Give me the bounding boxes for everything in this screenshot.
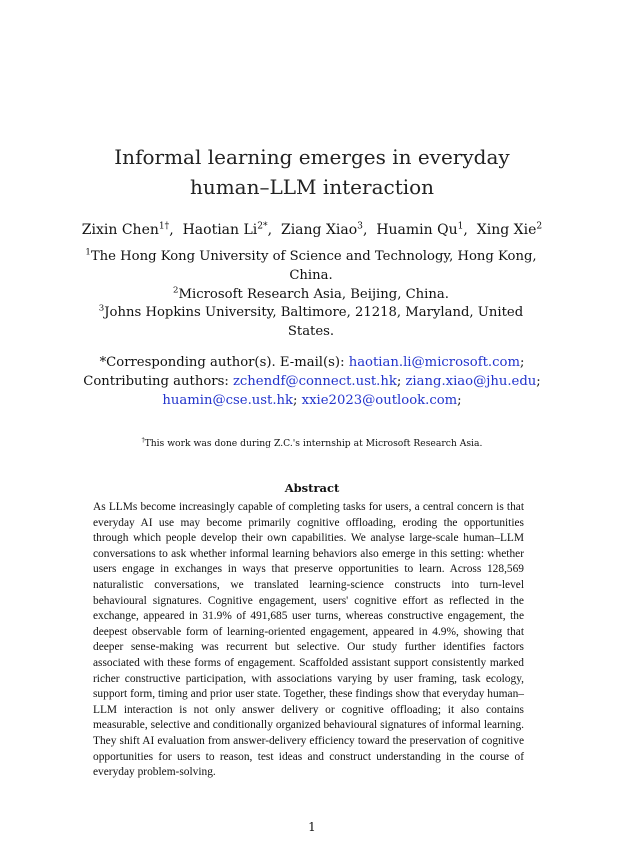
page-number: 1: [308, 820, 316, 834]
title-line-2: human–LLM interaction: [189, 175, 435, 199]
affiliation-2: $^2$Microsoft Research Asia, Beijing, China.: [173, 285, 449, 302]
paper-title: [0, 142, 624, 202]
email-link[interactable]: ziang.xiao@jhu.edu: [405, 374, 537, 389]
email-link[interactable]: xxie2023@outlook.com: [301, 393, 458, 408]
email-link[interactable]: zchendf@connect.ust.hk: [232, 374, 397, 389]
affiliation-1: $^1$The Hong Kong University of Science and Technology, Hong Kong,: [85, 247, 537, 264]
author: Ziang Xiao$^3$: [280, 221, 363, 238]
footnote: †This work was done during Z.C.'s internship at Microsoft Research Asia.: [141, 436, 483, 449]
author: Haotian $Li^{2*}$: [182, 221, 268, 238]
author-list: Zixin Chen$^{1\dagger}$, Haotian $Li^{2*}$, Ziang Xiao$^3$, Huamin Qu$^1$, Xing Xie$^2$: [81, 221, 543, 238]
contributing-label: Contributing authors:: [83, 374, 233, 389]
author: Xing Xie$^2$: [476, 221, 543, 238]
author: Zixin Chen$^{1\dagger}$: [81, 221, 170, 238]
email-link[interactable]: huamin@cse.ust.hk: [162, 393, 294, 408]
correspondence-block: *Corresponding author(s). E-mail(s): haotian.li@microsoft.com; Contributing authors: zchendf@connect.ust.hk; ziang.xiao@jhu.edu; huamin@cse.ust.hk; xxie2023@outlook.com;: [83, 355, 541, 408]
affiliation-3: $^3$Johns Hopkins University, Baltimore, 21218, Maryland, United States.: [98, 303, 524, 339]
abstract-body: As LLMs become increasingly capable of completing tasks for users, a central concern is that everyday AI use may become primarily cognitive offloading, eroding the opportunities through which people develop their own capabilities. We analyse large-scale human–LLM conversations to ask whether informal learning behaviors also emerge in this setting: whether users engage in exchanges in ways that preserve opportunities to learn. Across 128,569 naturalistic conversations, we translated learning-science constructs into turn-level behavioural signatures. Cognitive engagement, users' cognitive effort as reflected in the exchange, appeared in 31.9% of 491,685 user turns, whereas constructive engagement, the deepest observable form of learning-oriented engagement, appeared in 4.9%, showing that deeper sense-making was recurrent but selective. Our study further identifies factors associated with these forms of engagement. Scaffolded assistant support consistently marked richer constructive participation, with associations varying by user framing, task ecology, support form, timing and prior user state. Together, these findings show that everyday human–LLM interaction is not only answer delivery or cognitive offloading; it also contains measurable, selective and conditionally organized behavioural signatures of informal learning. They shift AI evaluation from answer-delivery efficiency toward the preservation of cognitive opportunities for users to reason, test ideas and construct understanding in the course of everyday problem-solving.: [93, 501, 524, 779]
abstract-heading: Abstract: [284, 481, 340, 495]
affiliation-1-cont: China.: [289, 268, 333, 283]
email-link[interactable]: haotian.li@microsoft.com: [348, 355, 520, 370]
corresponding-label: *Corresponding author(s). E-mail(s):: [99, 355, 349, 370]
author: Huamin Qu$^1$: [376, 221, 464, 238]
title-line-1: Informal learning emerges in everyday: [114, 145, 510, 169]
